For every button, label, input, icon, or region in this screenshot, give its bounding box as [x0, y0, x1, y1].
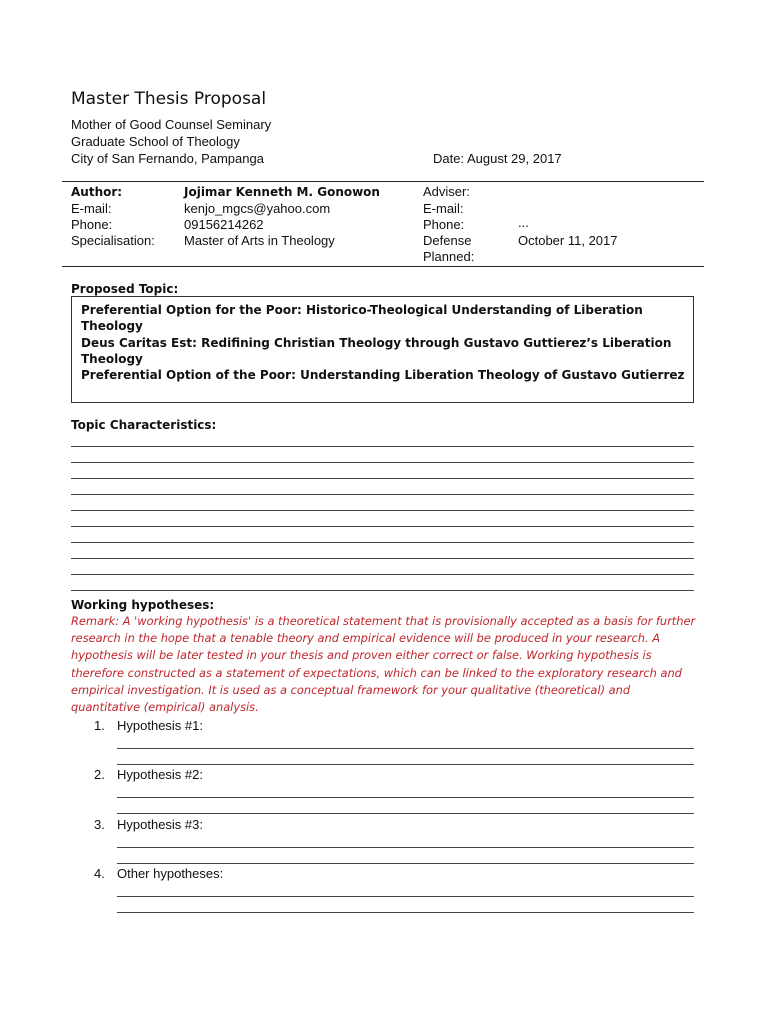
document-title: Master Thesis Proposal: [71, 89, 267, 109]
hypothesis-1-label: Hypothesis #1:: [117, 718, 203, 733]
adviser-phone-label: Phone:: [423, 217, 465, 232]
hypothesis-1-line: [117, 764, 694, 765]
characteristics-line: [71, 590, 694, 591]
hypothesis-2-number: 2.: [94, 767, 105, 782]
author-phone-value: 09156214262: [184, 217, 264, 232]
hypothesis-3-number: 3.: [94, 817, 105, 832]
topic-characteristics-heading: Topic Characteristics:: [71, 418, 217, 432]
defense-label-line-1: Defense: [423, 233, 472, 248]
topic-2-line-2: Theology: [81, 352, 143, 366]
hypothesis-1-number: 1.: [94, 718, 105, 733]
characteristics-line: [71, 510, 694, 511]
institution-line-2: Graduate School of Theology: [71, 134, 240, 149]
author-email-value: kenjo_mgcs@yahoo.com: [184, 201, 331, 216]
proposal-date: Date: August 29, 2017: [433, 151, 562, 166]
hypothesis-4-line: [117, 912, 694, 913]
characteristics-line: [71, 574, 694, 575]
working-hypothesis-remark: Remark: A 'working hypothesis' is a theoretical statement that is provisionally accepted as a basis for further research in the hope that a tenable theory and empirical evidence will be produced in your research. A hypothesis will be later tested in your thesis and proven either correct or false. Working hypothesis is therefore constructed as a statement of expectations, which can be linked to the exploratory research and empirical investigation. It is used as a conceptual framework for your qualitative (theoretical) and quantitative (empirical) analysis.: [71, 614, 696, 715]
specialisation-label: Specialisation:: [71, 233, 155, 248]
specialisation-value: Master of Arts in Theology: [184, 233, 335, 248]
topic-2-line-1: Deus Caritas Est: Redifining Christian Theology through Gustavo Guttierez’s Liberation: [81, 336, 672, 350]
topic-1-line-2: Theology: [81, 319, 143, 333]
author-phone-label: Phone:: [71, 217, 113, 232]
characteristics-line: [71, 446, 694, 447]
author-label: Author:: [71, 185, 123, 199]
hypothesis-2-line: [117, 797, 694, 798]
author-value: Jojimar Kenneth M. Gonowon: [184, 185, 380, 199]
working-hypotheses-heading: Working hypotheses:: [71, 598, 215, 612]
topic-3: Preferential Option of the Poor: Understanding Liberation Theology of Gustavo Gutierrez: [81, 368, 685, 382]
hypothesis-3-line: [117, 863, 694, 864]
institution-line-3: City of San Fernando, Pampanga: [71, 151, 264, 166]
defense-date-value: October 11, 2017: [518, 233, 618, 248]
info-top-rule: [62, 181, 704, 182]
hypothesis-1-line: [117, 748, 694, 749]
hypothesis-4-line: [117, 896, 694, 897]
characteristics-line: [71, 478, 694, 479]
institution-line-1: Mother of Good Counsel Seminary: [71, 117, 272, 132]
adviser-phone-value: ...: [518, 215, 529, 230]
hypothesis-3-line: [117, 847, 694, 848]
characteristics-line: [71, 494, 694, 495]
hypothesis-4-number: 4.: [94, 866, 105, 881]
hypothesis-4-label: Other hypotheses:: [117, 866, 224, 881]
author-email-label: E-mail:: [71, 201, 112, 216]
proposed-topic-heading: Proposed Topic:: [71, 282, 179, 296]
info-bottom-rule: [62, 266, 704, 267]
characteristics-line: [71, 462, 694, 463]
hypothesis-2-label: Hypothesis #2:: [117, 767, 203, 782]
characteristics-line: [71, 542, 694, 543]
defense-label-line-2: Planned:: [423, 249, 475, 264]
characteristics-line: [71, 526, 694, 527]
adviser-label: Adviser:: [423, 184, 470, 199]
topic-1-line-1: Preferential Option for the Poor: Historico-Theological Understanding of Liberation: [81, 303, 643, 317]
hypothesis-3-label: Hypothesis #3:: [117, 817, 203, 832]
characteristics-line: [71, 558, 694, 559]
hypothesis-2-line: [117, 813, 694, 814]
adviser-email-label: E-mail:: [423, 201, 464, 216]
